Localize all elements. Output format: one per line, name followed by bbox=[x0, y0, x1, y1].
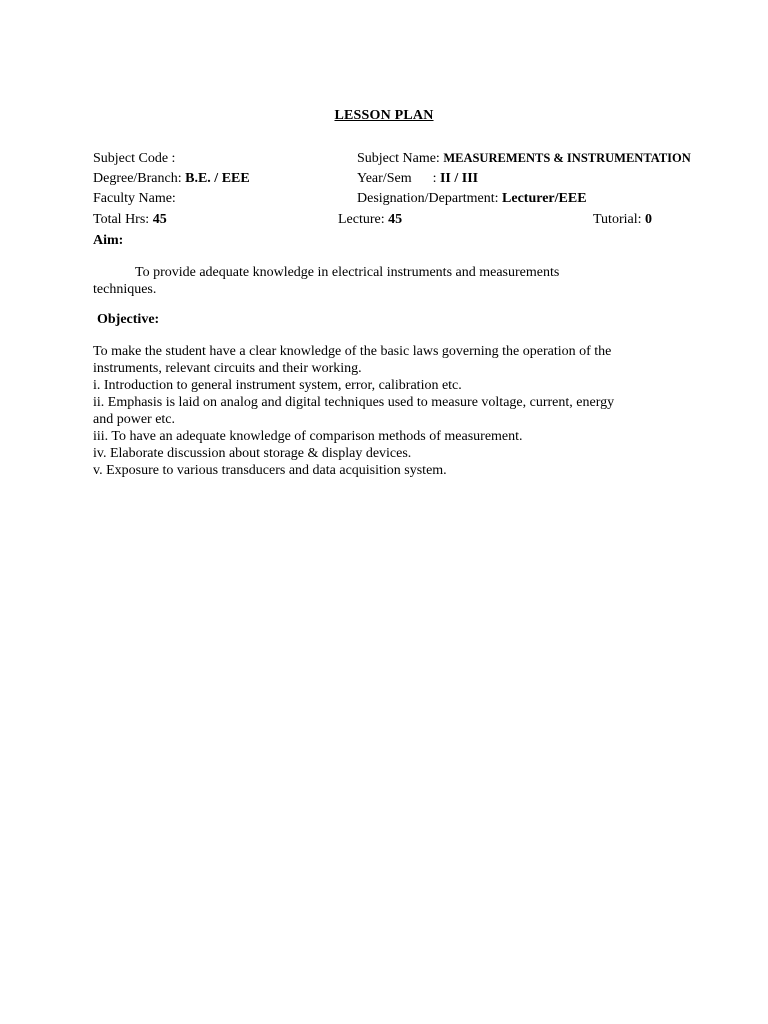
objective-line: v. Exposure to various transducers and data acquisition system. bbox=[93, 463, 447, 478]
year-sem-value: II / III bbox=[439, 171, 479, 186]
total-hrs-field bbox=[93, 212, 167, 228]
designation-label: Designation/Department: bbox=[357, 191, 499, 206]
degree-value: B.E. / EEE bbox=[185, 171, 250, 186]
faculty-name-label: Faculty Name: bbox=[93, 191, 176, 206]
total-hrs-label: Total Hrs: bbox=[93, 212, 150, 227]
aim-heading: Aim: bbox=[93, 233, 124, 248]
year-sem-label: Year/Sem : bbox=[357, 171, 437, 186]
subject-name-field bbox=[357, 151, 691, 167]
objective-line: iii. To have an adequate knowledge of comparison methods of measurement. bbox=[93, 429, 523, 444]
objective-line: i. Introduction to general instrument system, error, calibration etc. bbox=[93, 378, 462, 393]
aim-line: To provide adequate knowledge in electrical instruments and measurements bbox=[135, 265, 560, 280]
tutorial-label: Tutorial: bbox=[593, 212, 642, 227]
lecture-label: Lecture: bbox=[338, 212, 385, 227]
tutorial-value: 0 bbox=[645, 212, 652, 227]
objective-line: ii. Emphasis is laid on analog and digital techniques used to measure voltage, current, energy bbox=[93, 395, 615, 410]
lecture-field bbox=[338, 212, 402, 228]
subject-name-label: Subject Name: bbox=[357, 151, 440, 166]
objective-line: iv. Elaborate discussion about storage & display devices. bbox=[93, 446, 412, 461]
designation-field bbox=[357, 191, 587, 207]
objective-paragraph bbox=[93, 343, 713, 479]
degree-label: Degree/Branch: bbox=[93, 171, 182, 186]
total-hrs-value: 45 bbox=[152, 212, 167, 227]
degree-field bbox=[93, 171, 250, 187]
subject-name-value: MEASUREMENTS & INSTRUMENTATION bbox=[443, 151, 691, 165]
aim-paragraph bbox=[93, 264, 713, 298]
objective-heading: Objective: bbox=[97, 312, 160, 327]
objective-line: To make the student have a clear knowledge of the basic laws governing the operation of the bbox=[93, 344, 612, 359]
subject-code-label: Subject Code : bbox=[93, 151, 176, 166]
lecture-value: 45 bbox=[388, 212, 403, 227]
objective-line: and power etc. bbox=[93, 412, 176, 427]
aim-line: techniques. bbox=[93, 282, 157, 297]
tutorial-field bbox=[593, 212, 652, 228]
year-sem-field bbox=[357, 171, 478, 187]
objective-line: instruments, relevant circuits and their working. bbox=[93, 361, 362, 376]
designation-value: Lecturer/EEE bbox=[502, 191, 587, 206]
page-title: LESSON PLAN bbox=[334, 108, 434, 123]
